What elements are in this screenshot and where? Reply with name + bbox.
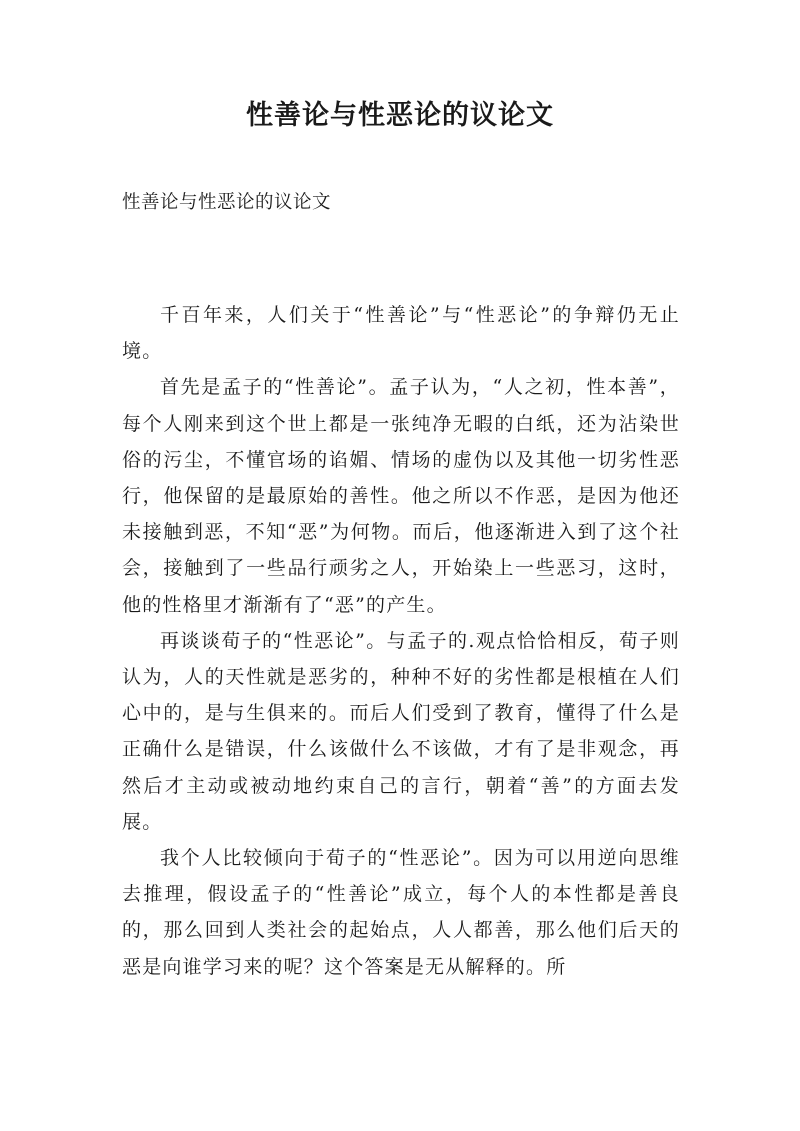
document-body: [122, 297, 680, 985]
paragraph-mencius: 首先是孟子的“性善论”。孟子认为，“人之初，性本善”，每个人刚来到这个世上都是一张纯净无暇的白纸，还为沾染世俗的污尘，不懂官场的谄媚、情场的虚伪以及其他一切劣性恶行，他保留的是最原始的善性。他之所以不作恶，是因为他还未接触到恶，不知“恶”为何物。而后，他逐渐进入到了这个社会，接触到了一些品行顽劣之人，开始染上一些恶习，这时，他的性格里才渐渐有了“恶”的产生。: [122, 376, 680, 616]
document-subtitle: 性善论与性恶论的议论文: [122, 192, 332, 213]
page-title: 性善论与性恶论的议论文: [246, 100, 554, 131]
paragraph-xunzi: 再谈谈荀子的“性恶论”。与孟子的.观点恰恰相反，荀子则认为，人的天性就是恶劣的，种种不好的劣性都是根植在人们心中的，是与生俱来的。而后人们受到了教育，懂得了什么是正确什么是错误，什么该做什么不该做，才有了是非观念，再然后才主动或被动地约束自己的言行，朝着“善”的方面去发展。: [122, 629, 680, 833]
paragraph-opinion: 我个人比较倾向于荀子的“性恶论”。因为可以用逆向思维去推理，假设孟子的“性善论”成立，每个人的本性都是善良的，那么回到人类社会的起始点，人人都善，那么他们后天的恶是向谁学习来的呢？这个答案是无从解释的。所: [122, 847, 680, 978]
paragraph-intro: 千百年来，人们关于“性善论”与“性恶论”的争辩仍无止境。: [122, 304, 680, 363]
